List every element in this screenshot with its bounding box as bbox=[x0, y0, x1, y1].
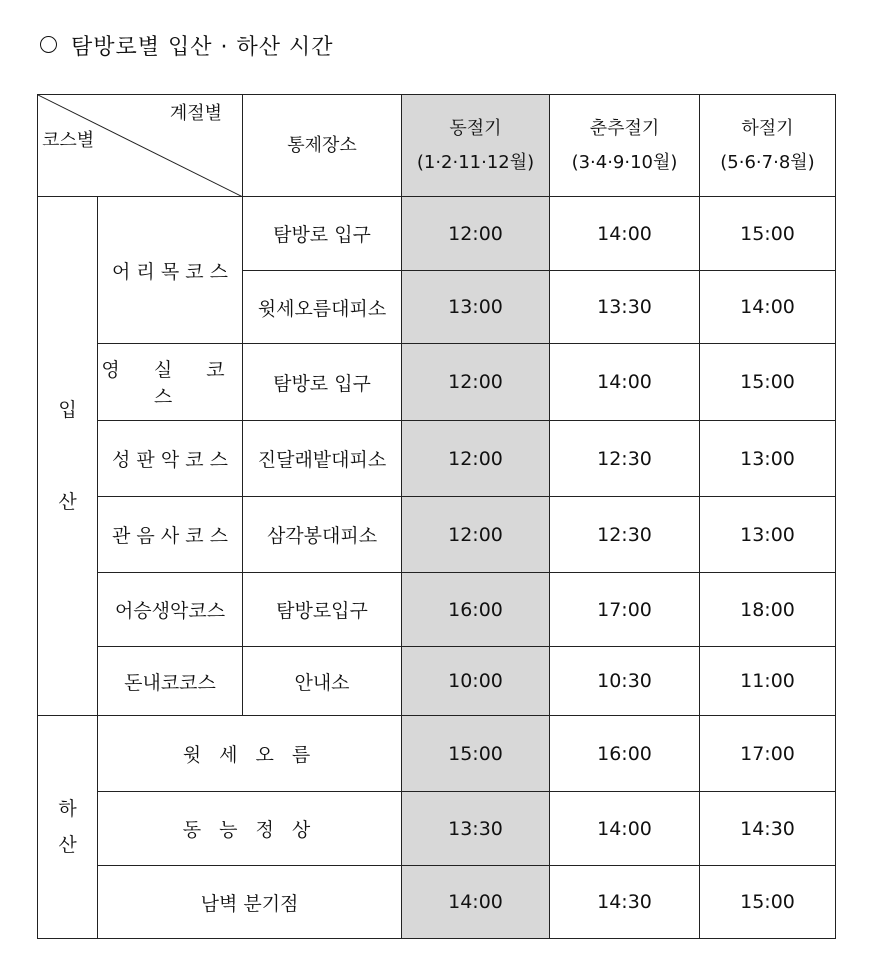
time-summer: 15:00 bbox=[700, 344, 836, 421]
time-winter: 12:00 bbox=[402, 421, 550, 497]
control-place: 진달래밭대피소 bbox=[243, 421, 402, 497]
course-name: 어 리 목 코 스 bbox=[98, 197, 243, 344]
time-winter: 12:00 bbox=[402, 344, 550, 421]
time-spring-fall: 14:00 bbox=[550, 792, 700, 866]
course-name: 어승생악코스 bbox=[98, 573, 243, 647]
time-winter: 16:00 bbox=[402, 573, 550, 647]
table-row bbox=[38, 497, 836, 573]
entry-label-top: 입 bbox=[58, 399, 77, 421]
season-axis-label: 계절별 bbox=[169, 103, 222, 124]
time-winter: 12:00 bbox=[402, 197, 550, 271]
time-spring-fall: 14:00 bbox=[550, 344, 700, 421]
entry-label-bottom: 산 bbox=[58, 491, 77, 513]
table-row bbox=[38, 647, 836, 716]
table-row bbox=[38, 866, 836, 939]
page-title-text: 탐방로별 입산 · 하산 시간 bbox=[71, 35, 334, 60]
exit-label-top: 하 bbox=[58, 798, 77, 820]
course-name: 영 실 코 스 bbox=[98, 344, 243, 421]
time-summer: 15:00 bbox=[700, 866, 836, 939]
season-header-summer bbox=[700, 95, 836, 197]
diagonal-header-cell bbox=[38, 95, 243, 197]
table-row bbox=[38, 573, 836, 647]
time-summer: 18:00 bbox=[700, 573, 836, 647]
time-summer: 13:00 bbox=[700, 497, 836, 573]
exit-label-bottom: 산 bbox=[58, 834, 77, 856]
header-row bbox=[38, 95, 836, 197]
time-summer: 13:00 bbox=[700, 421, 836, 497]
control-place: 탐방로 입구 bbox=[243, 344, 402, 421]
exit-place: 남벽 분기점 bbox=[98, 866, 402, 939]
time-summer: 17:00 bbox=[700, 716, 836, 792]
time-spring-fall: 13:30 bbox=[550, 271, 700, 344]
time-summer: 14:00 bbox=[700, 271, 836, 344]
time-winter: 14:00 bbox=[402, 866, 550, 939]
time-spring-fall: 17:00 bbox=[550, 573, 700, 647]
course-axis-label: 코스별 bbox=[42, 130, 95, 151]
time-winter: 10:00 bbox=[402, 647, 550, 716]
schedule-table bbox=[37, 94, 836, 939]
exit-place: 윗 세 오 름 bbox=[98, 716, 402, 792]
course-name: 돈내코코스 bbox=[98, 647, 243, 716]
entry-group-label bbox=[38, 197, 98, 716]
control-place: 탐방로 입구 bbox=[243, 197, 402, 271]
time-spring-fall: 14:30 bbox=[550, 866, 700, 939]
control-place: 삼각봉대피소 bbox=[243, 497, 402, 573]
season-name: 춘추절기 bbox=[589, 117, 660, 139]
table-row bbox=[38, 716, 836, 792]
control-place-header: 통제장소 bbox=[243, 95, 402, 197]
time-summer: 11:00 bbox=[700, 647, 836, 716]
time-winter: 13:30 bbox=[402, 792, 550, 866]
time-spring-fall: 14:00 bbox=[550, 197, 700, 271]
control-place: 윗세오름대피소 bbox=[243, 271, 402, 344]
control-place: 안내소 bbox=[243, 647, 402, 716]
exit-group-label bbox=[38, 716, 98, 939]
time-spring-fall: 16:00 bbox=[550, 716, 700, 792]
table-row bbox=[38, 197, 836, 271]
time-spring-fall: 12:30 bbox=[550, 497, 700, 573]
exit-place: 동 능 정 상 bbox=[98, 792, 402, 866]
table-row bbox=[38, 792, 836, 866]
table-row bbox=[38, 344, 836, 421]
time-winter: 12:00 bbox=[402, 497, 550, 573]
season-name: 동절기 bbox=[449, 117, 502, 139]
season-name: 하절기 bbox=[741, 117, 794, 139]
time-summer: 15:00 bbox=[700, 197, 836, 271]
time-spring-fall: 10:30 bbox=[550, 647, 700, 716]
season-months: (1·2·11·12월) bbox=[416, 151, 535, 173]
control-place: 탐방로입구 bbox=[243, 573, 402, 647]
season-months: (5·6·7·8월) bbox=[720, 151, 815, 173]
time-summer: 14:30 bbox=[700, 792, 836, 866]
page-title bbox=[40, 30, 334, 61]
course-name: 성 판 악 코 스 bbox=[98, 421, 243, 497]
season-header-winter bbox=[402, 95, 550, 197]
bullet-circle-icon bbox=[40, 36, 57, 53]
time-spring-fall: 12:30 bbox=[550, 421, 700, 497]
course-name: 관 음 사 코 스 bbox=[98, 497, 243, 573]
time-winter: 13:00 bbox=[402, 271, 550, 344]
season-header-spring-fall bbox=[550, 95, 700, 197]
time-winter: 15:00 bbox=[402, 716, 550, 792]
season-months: (3·4·9·10월) bbox=[571, 151, 678, 173]
table-row bbox=[38, 421, 836, 497]
